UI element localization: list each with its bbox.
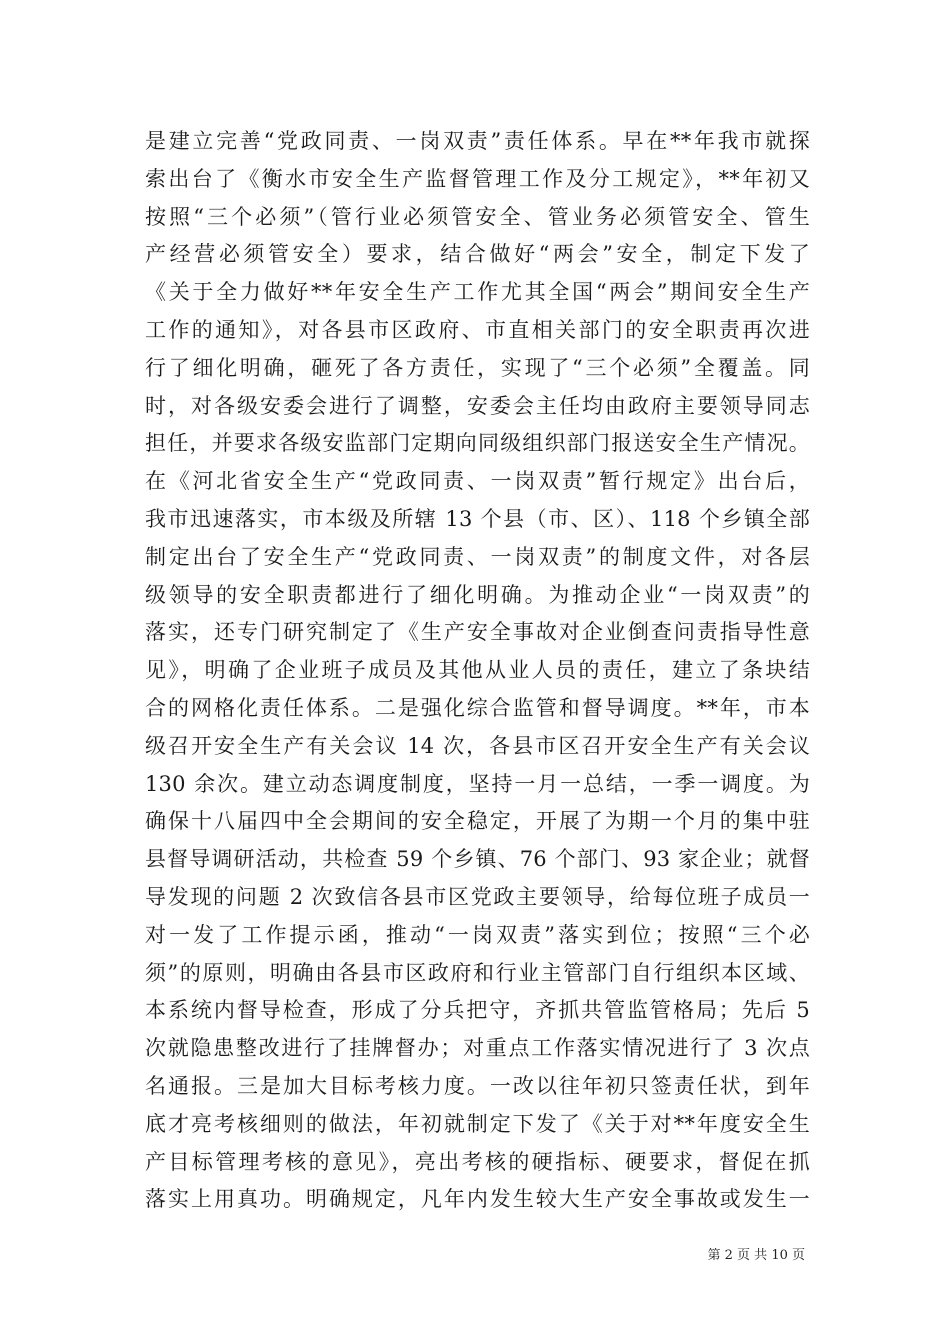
body-text	[145, 123, 810, 1219]
text-line: 索出台了《衡水市安全生产监督管理工作及分工规定》，**年初又	[145, 166, 810, 191]
text-line: 底才亮考核细则的做法，年初就制定下发了《关于对**年度安全生	[145, 1111, 810, 1136]
text-line: 本系统内督导检查，形成了分兵把守，齐抓共管监管格局；先后 5	[145, 998, 810, 1023]
text-line: 须”的原则，明确由各县市区政府和行业主管部门自行组织本区域、	[145, 960, 810, 985]
text-line: 对一发了工作提示函，推动“一岗双责”落实到位；按照“三个必	[145, 922, 810, 947]
text-line: 合的网格化责任体系。二是强化综合监管和督导调度。**年，市本	[145, 695, 810, 720]
text-line: 是建立完善“党政同责、一岗双责”责任体系。早在**年我市就探	[145, 129, 810, 153]
text-line: 制定出台了安全生产“党政同责、一岗双责”的制度文件，对各层	[145, 544, 810, 569]
text-line: 130 余次。建立动态调度制度，坚持一月一总结，一季一调度。为	[145, 771, 810, 796]
text-line: 级召开安全生产有关会议 14 次，各县市区召开安全生产有关会议	[145, 733, 810, 758]
text-line: 在《河北省安全生产“党政同责、一岗双责”暂行规定》出台后，	[145, 469, 810, 494]
text-line: 见》，明确了企业班子成员及其他从业人员的责任，建立了条块结	[145, 658, 810, 683]
text-line: 《关于全力做好**年安全生产工作尤其全国“两会”期间安全生产	[145, 280, 810, 305]
text-line: 县督导调研活动，共检查 59 个乡镇、76 个部门、93 家企业；就督	[145, 847, 810, 872]
text-line: 导发现的问题 2 次致信各县市区党政主要领导，给每位班子成员一	[145, 884, 810, 909]
text-line: 按照“三个必须”（管行业必须管安全、管业务必须管安全、管生	[145, 204, 810, 229]
text-line: 级领导的安全职责都进行了细化明确。为推动企业“一岗双责”的	[145, 582, 810, 607]
text-line: 时，对各级安委会进行了调整，安委会主任均由政府主要领导同志	[145, 393, 810, 418]
text-line: 确保十八届四中全会期间的安全稳定，开展了为期一个月的集中驻	[145, 809, 810, 834]
text-line: 落实，还专门研究制定了《生产安全事故对企业倒查问责指导性意	[145, 620, 810, 645]
text-line: 产目标管理考核的意见》，亮出考核的硬指标、硬要求，督促在抓	[145, 1149, 810, 1174]
text-line: 行了细化明确，砸死了各方责任，实现了“三个必须”全覆盖。同	[145, 355, 810, 380]
text-line: 名通报。三是加大目标考核力度。一改以往年初只签责任状，到年	[145, 1073, 810, 1098]
text-line: 我市迅速落实，市本级及所辖 13 个县（市、区）、118 个乡镇全部	[145, 506, 810, 531]
text-line: 次就隐患整改进行了挂牌督办；对重点工作落实情况进行了 3 次点	[145, 1036, 810, 1061]
text-line: 产经营必须管安全）要求，结合做好“两会”安全，制定下发了	[145, 242, 810, 267]
page-number: 第 2 页 共 10 页	[707, 1248, 805, 1263]
text-line: 担任，并要求各级安监部门定期向同级组织部门报送安全生产情况。	[145, 431, 810, 456]
text-line: 落实上用真功。明确规定，凡年内发生较大生产安全事故或发生一	[145, 1187, 810, 1212]
text-line: 工作的通知》，对各县市区政府、市直相关部门的安全职责再次进	[145, 317, 810, 342]
